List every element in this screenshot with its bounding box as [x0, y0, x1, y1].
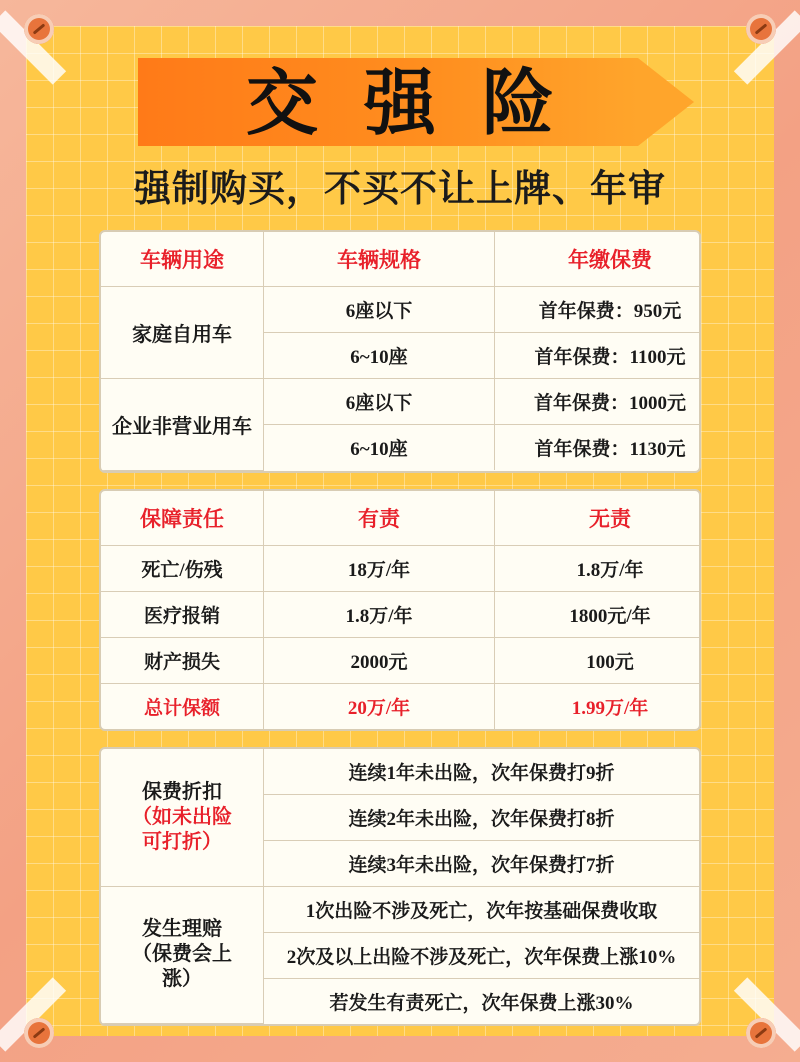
premium-table-card — [99, 230, 701, 473]
table-header-row — [101, 232, 701, 287]
premium-header-spec: 车辆规格 — [264, 232, 495, 287]
rules-discount-label-line2: （如未出险 — [132, 805, 232, 828]
premium-use-enterprise: 企业非营业用车 — [101, 379, 264, 471]
coverage-liable-2: 2000元 — [264, 637, 495, 683]
coverage-liable-1: 1.8万/年 — [264, 591, 495, 637]
rules-claim-label-line1: 发生理赔 — [142, 918, 222, 941]
premium-fee-1: 首年保费：1100元 — [495, 333, 702, 379]
coverage-item-0: 死亡/伤残 — [101, 545, 264, 591]
coverage-notliable-1: 1800元/年 — [495, 591, 702, 637]
coverage-notliable-total: 1.99万/年 — [495, 683, 702, 729]
premium-spec-3: 6~10座 — [264, 425, 495, 471]
table-row — [101, 287, 701, 333]
premium-spec-1: 6~10座 — [264, 333, 495, 379]
page-subtitle: 强制购买，不买不让上牌、年审 — [134, 169, 666, 210]
premium-fee-3: 首年保费：1130元 — [495, 425, 702, 471]
premium-header-fee: 年缴保费 — [495, 232, 702, 287]
premium-header-use: 车辆用途 — [101, 232, 264, 287]
screw-top-right-icon — [746, 14, 776, 44]
rules-claim-row-0: 1次出险不涉及死亡，次年按基础保费收取 — [264, 886, 700, 932]
title-banner-wrap — [50, 58, 750, 154]
rules-discount-row-2: 连续3年未出险，次年保费打7折 — [264, 840, 700, 886]
premium-spec-2: 6座以下 — [264, 379, 495, 425]
coverage-header-liable: 有责 — [264, 491, 495, 546]
coverage-item-1: 医疗报销 — [101, 591, 264, 637]
premium-fee-0: 首年保费：950元 — [495, 287, 702, 333]
rules-table-card — [99, 747, 701, 1027]
table-row-total — [101, 683, 701, 729]
table-row — [101, 886, 699, 932]
table-row — [101, 591, 701, 637]
table-row — [101, 545, 701, 591]
coverage-header-item: 保障责任 — [101, 491, 264, 546]
coverage-liable-0: 18万/年 — [264, 545, 495, 591]
screw-bottom-left-icon — [24, 1018, 54, 1048]
coverage-item-total: 总计保额 — [101, 683, 264, 729]
premium-fee-2: 首年保费：1000元 — [495, 379, 702, 425]
table-row — [101, 749, 699, 795]
page-title: 交 强 险 — [245, 64, 568, 144]
rules-claim-label-line2: （保费会上 — [132, 943, 232, 966]
coverage-table-card — [99, 489, 701, 731]
screw-bottom-right-icon — [746, 1018, 776, 1048]
table-row — [101, 637, 701, 683]
coverage-liable-total: 20万/年 — [264, 683, 495, 729]
coverage-notliable-2: 100元 — [495, 637, 702, 683]
rules-discount-label — [101, 749, 264, 887]
screw-top-left-icon — [24, 14, 54, 44]
premium-use-family: 家庭自用车 — [101, 287, 264, 379]
rules-claim-row-1: 2次及以上出险不涉及死亡，次年保费上涨10% — [264, 932, 700, 978]
coverage-item-2: 财产损失 — [101, 637, 264, 683]
coverage-notliable-0: 1.8万/年 — [495, 545, 702, 591]
rules-discount-row-1: 连续2年未出险，次年保费打8折 — [264, 794, 700, 840]
premium-table — [101, 232, 701, 471]
premium-spec-0: 6座以下 — [264, 287, 495, 333]
rules-claim-row-2: 若发生有责死亡，次年保费上涨30% — [264, 978, 700, 1024]
poster-board — [26, 26, 774, 1036]
table-row — [101, 379, 701, 425]
rules-table — [101, 749, 699, 1025]
rules-claim-label — [101, 886, 264, 1024]
table-header-row — [101, 491, 701, 546]
rules-discount-label-line1: 保费折扣 — [142, 780, 222, 803]
coverage-header-notliable: 无责 — [495, 491, 702, 546]
rules-discount-row-0: 连续1年未出险，次年保费打9折 — [264, 749, 700, 795]
rules-claim-label-line3: 涨） — [162, 968, 202, 991]
coverage-table — [101, 491, 701, 729]
rules-discount-label-line3: 可打折） — [142, 830, 222, 853]
